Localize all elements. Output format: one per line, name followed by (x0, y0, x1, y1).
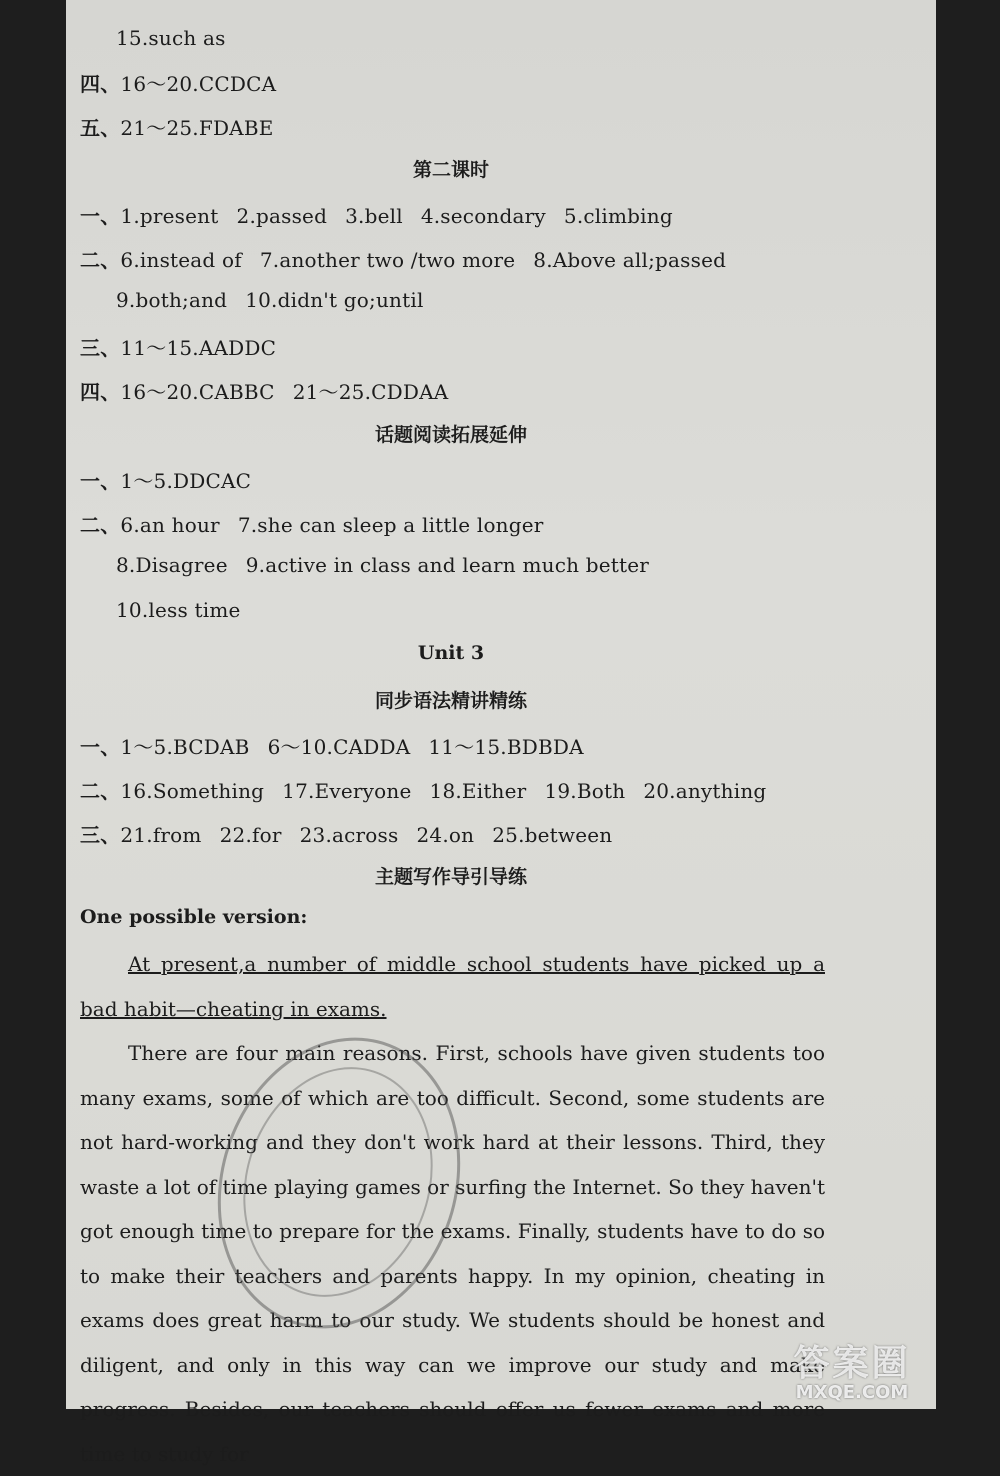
grammar-line-2: 二、16.Something 17.Everyone 18.Either 19.Both 20.anything (80, 779, 767, 803)
essay-paragraph-1: At present,a number of middle school students have picked up a bad habit—cheating in exams. (80, 952, 825, 1021)
lesson2-line-1: 一、1.present 2.passed 3.bell 4.secondary 5.climbing (80, 204, 673, 228)
grammar-line-3: 三、21.from 22.for 23.across 24.on 25.between (80, 823, 613, 847)
grammar-line-1: 一、1～5.BCDAB 6～10.CADDA 11～15.BDBDA (80, 735, 584, 759)
answer-line-15: 15.such as (116, 26, 226, 50)
topic-line-2: 二、6.an hour 7.she can sleep a little longer (80, 513, 544, 537)
watermark-url: MXQE.COM (795, 1382, 909, 1403)
watermark-logo: 答案圈 (793, 1343, 911, 1384)
answer-line-section5: 五、21～25.FDABE (80, 116, 274, 140)
lesson2-line-2b: 9.both;and 10.didn't go;until (116, 288, 424, 312)
version-label: One possible version: (80, 906, 308, 928)
topic-line-1: 一、1～5.DDCAC (80, 469, 252, 493)
topic-line-2c: 10.less time (116, 598, 241, 622)
lesson2-line-4: 四、16～20.CABBC 21～25.CDDAA (80, 380, 449, 404)
lesson2-line-2: 二、6.instead of 7.another two /two more 8.Above all;passed (80, 248, 727, 272)
answer-page (66, 0, 936, 1466)
unit3-heading: Unit 3 (417, 642, 485, 664)
watermark (772, 1345, 932, 1405)
topic-line-2b: 8.Disagree 9.active in class and learn much better (116, 553, 650, 577)
writing-heading: 主题写作导引导练 (374, 866, 527, 888)
answer-line-section4: 四、16～20.CCDCA (80, 72, 277, 96)
grammar-heading: 同步语法精讲精练 (374, 690, 527, 712)
topic-reading-heading: 话题阅读拓展延伸 (374, 424, 527, 446)
essay-paragraph-2: There are four main reasons. First, schools have given students too many exams, some of which are too difficult. Second, some students are not hard-working and they don't work hard at their lessons. Third, they waste a lot of time playing games or surfing the Internet. So they haven't got enough time to prepare for the exams. Finally, students have to do so to make their teachers and parents happy. In my opinion, cheating in exams does great harm to our study. We students should be honest and diligent, and only in this way can we improve our study and make progress. Besides, our teachers should offer us fewer exams and more time to study for (80, 1041, 825, 1466)
lesson2-line-3: 三、11～15.AADDC (80, 336, 277, 360)
lesson2-heading: 第二课时 (412, 159, 489, 181)
